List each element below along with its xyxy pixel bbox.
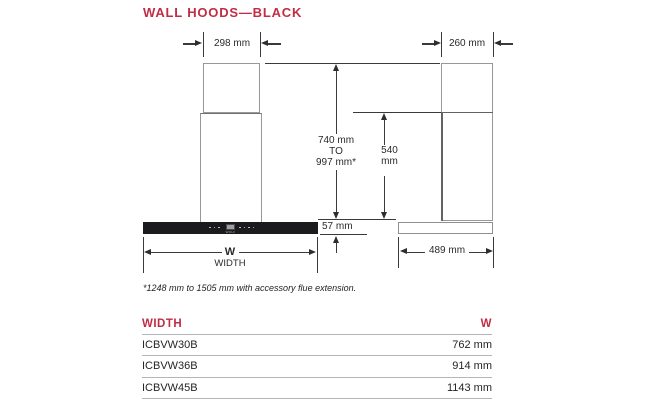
dim-260-label: 260 mm [448,37,486,49]
width-value-cell: 914 mm [452,360,492,373]
flue-front-upper [203,63,260,113]
table-row [142,356,492,377]
dimension-line [469,252,486,253]
dimension-line [422,43,434,44]
dimension-line [151,252,222,253]
arrowhead-down-icon [381,212,387,219]
dim-740-997-label [307,135,365,169]
dim-740-line1: 740 mm [317,134,355,146]
dim-57-label: 57 mm [322,220,353,232]
dim-489-label: 489 mm [428,244,466,256]
dimension-line [268,43,281,44]
dimension-line [500,43,513,44]
model-cell: ICBVW36B [142,360,198,373]
page-title: WALL HOODS—BLACK [143,5,303,20]
arrowhead-down-icon [333,212,339,219]
dim-width-word: WIDTH [214,257,246,269]
control-button-dot [218,227,220,229]
control-button-dot [253,227,255,229]
extension-line [317,237,318,273]
control-button-dot [209,227,211,229]
dim-540-line1: 540 [381,145,398,156]
extension-line [493,237,494,269]
canopy-side [398,222,493,235]
table-header-row [142,314,492,335]
dimension-line [384,119,385,145]
dimension-line [336,71,337,134]
control-button-dot [244,227,246,229]
arrowhead-right-icon [309,249,316,255]
width-value-cell: 762 mm [452,339,492,352]
dimension-line [406,252,425,253]
dim-298-label: 298 mm [213,37,251,49]
arrowhead-right-icon [195,40,202,46]
ref-line-flue-top [265,63,440,64]
table-header-w: W [480,318,492,330]
flue-side-edge [441,112,443,221]
model-cell: ICBVW30B [142,339,198,352]
flue-side [441,63,493,221]
dim-w-letter: W [224,245,236,258]
arrowhead-right-icon [486,248,493,254]
duct-cover-front [200,113,262,223]
hood-front [143,222,318,235]
width-value-cell: 1143 mm [446,381,492,394]
table-header-width: WIDTH [142,318,183,330]
flue-joint-line [441,112,493,113]
model-cell: ICBVW45B [142,381,198,394]
ref-line-flue-joint [353,112,441,113]
wolf-logo-text: WOLF [225,229,236,234]
ref-line-hood-bottom [320,234,367,235]
width-table [142,314,492,399]
table-row [142,335,492,356]
dimension-line [239,252,309,253]
control-button-dot [214,227,216,229]
dim-540-label [374,145,405,168]
dim-540-line2: mm [381,156,398,168]
table-row [142,378,492,399]
dimension-line [336,242,337,253]
control-button-dot [248,227,250,229]
dim-740-line3: 997 mm* [315,157,356,169]
footnote: *1248 mm to 1505 mm with accessory flue extension. [143,283,357,293]
dimension-line [336,170,337,213]
dim-740-line2: TO [329,145,343,157]
control-button-dot [239,227,241,229]
dimension-line [384,176,385,212]
extension-line [143,237,144,273]
